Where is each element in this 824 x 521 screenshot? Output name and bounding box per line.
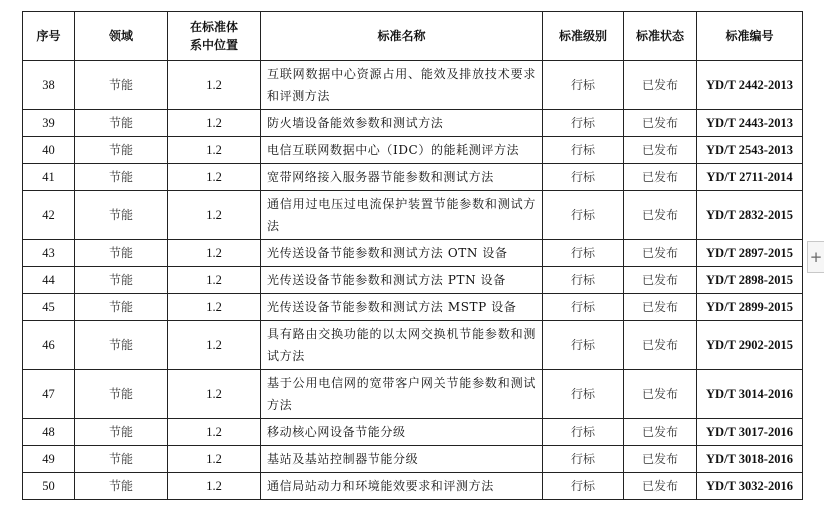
row-field: 节能 bbox=[75, 137, 168, 164]
row-status: 已发布 bbox=[624, 164, 697, 191]
row-name: 通信用过电压过电流保护装置节能参数和测试方法 bbox=[261, 191, 543, 240]
row-seq: 49 bbox=[23, 446, 75, 473]
row-seq: 50 bbox=[23, 473, 75, 500]
add-button[interactable] bbox=[807, 241, 824, 273]
table-row bbox=[23, 321, 803, 370]
table-row bbox=[23, 267, 803, 294]
table-row bbox=[23, 61, 803, 110]
row-code: YD/T 2543-2013 bbox=[697, 137, 803, 164]
row-level: 行标 bbox=[543, 321, 624, 370]
row-name: 互联网数据中心资源占用、能效及排放技术要求和评测方法 bbox=[261, 61, 543, 110]
row-position: 1.2 bbox=[168, 267, 261, 294]
row-level: 行标 bbox=[543, 370, 624, 419]
row-field: 节能 bbox=[75, 446, 168, 473]
row-code: YD/T 3032-2016 bbox=[697, 473, 803, 500]
row-code: YD/T 3017-2016 bbox=[697, 419, 803, 446]
row-name: 移动核心网设备节能分级 bbox=[261, 419, 543, 446]
row-field: 节能 bbox=[75, 321, 168, 370]
row-status: 已发布 bbox=[624, 294, 697, 321]
row-name: 具有路由交换功能的以太网交换机节能参数和测试方法 bbox=[261, 321, 543, 370]
row-level: 行标 bbox=[543, 191, 624, 240]
row-name: 基站及基站控制器节能分级 bbox=[261, 446, 543, 473]
row-level: 行标 bbox=[543, 240, 624, 267]
row-level: 行标 bbox=[543, 267, 624, 294]
row-name: 光传送设备节能参数和测试方法 MSTP 设备 bbox=[261, 294, 543, 321]
row-seq: 42 bbox=[23, 191, 75, 240]
header-field: 领域 bbox=[75, 12, 168, 61]
header-position-line1: 在标准体 bbox=[189, 20, 238, 34]
row-seq: 46 bbox=[23, 321, 75, 370]
row-status: 已发布 bbox=[624, 137, 697, 164]
row-position: 1.2 bbox=[168, 110, 261, 137]
row-field: 节能 bbox=[75, 370, 168, 419]
row-position: 1.2 bbox=[168, 446, 261, 473]
row-field: 节能 bbox=[75, 419, 168, 446]
row-status: 已发布 bbox=[624, 370, 697, 419]
row-position: 1.2 bbox=[168, 240, 261, 267]
row-seq: 43 bbox=[23, 240, 75, 267]
row-status: 已发布 bbox=[624, 321, 697, 370]
table-row bbox=[23, 294, 803, 321]
row-code: YD/T 2897-2015 bbox=[697, 240, 803, 267]
plus-icon: + bbox=[809, 248, 823, 266]
row-field: 节能 bbox=[75, 240, 168, 267]
row-code: YD/T 3014-2016 bbox=[697, 370, 803, 419]
header-name: 标准名称 bbox=[261, 12, 543, 61]
table-row bbox=[23, 473, 803, 500]
row-name: 宽带网络接入服务器节能参数和测试方法 bbox=[261, 164, 543, 191]
table-row bbox=[23, 110, 803, 137]
row-level: 行标 bbox=[543, 446, 624, 473]
row-code: YD/T 3018-2016 bbox=[697, 446, 803, 473]
row-code: YD/T 2902-2015 bbox=[697, 321, 803, 370]
row-name: 通信局站动力和环境能效要求和评测方法 bbox=[261, 473, 543, 500]
row-position: 1.2 bbox=[168, 191, 261, 240]
row-status: 已发布 bbox=[624, 61, 697, 110]
row-seq: 41 bbox=[23, 164, 75, 191]
header-position-line2: 系中位置 bbox=[189, 38, 238, 52]
row-status: 已发布 bbox=[624, 446, 697, 473]
row-seq: 38 bbox=[23, 61, 75, 110]
header-level: 标准级别 bbox=[543, 12, 624, 61]
row-seq: 48 bbox=[23, 419, 75, 446]
row-status: 已发布 bbox=[624, 240, 697, 267]
row-status: 已发布 bbox=[624, 110, 697, 137]
header-code: 标准编号 bbox=[697, 12, 803, 61]
table-row bbox=[23, 137, 803, 164]
row-level: 行标 bbox=[543, 61, 624, 110]
row-level: 行标 bbox=[543, 473, 624, 500]
row-position: 1.2 bbox=[168, 321, 261, 370]
row-status: 已发布 bbox=[624, 419, 697, 446]
row-position: 1.2 bbox=[168, 419, 261, 446]
row-position: 1.2 bbox=[168, 294, 261, 321]
row-seq: 39 bbox=[23, 110, 75, 137]
row-field: 节能 bbox=[75, 191, 168, 240]
row-position: 1.2 bbox=[168, 370, 261, 419]
row-seq: 45 bbox=[23, 294, 75, 321]
row-name: 基于公用电信网的宽带客户网关节能参数和测试方法 bbox=[261, 370, 543, 419]
row-code: YD/T 2443-2013 bbox=[697, 110, 803, 137]
row-position: 1.2 bbox=[168, 61, 261, 110]
row-position: 1.2 bbox=[168, 137, 261, 164]
row-field: 节能 bbox=[75, 110, 168, 137]
row-code: YD/T 2899-2015 bbox=[697, 294, 803, 321]
row-status: 已发布 bbox=[624, 473, 697, 500]
standards-table bbox=[22, 11, 803, 500]
row-seq: 40 bbox=[23, 137, 75, 164]
row-position: 1.2 bbox=[168, 164, 261, 191]
row-level: 行标 bbox=[543, 110, 624, 137]
header-row bbox=[23, 12, 803, 61]
row-field: 节能 bbox=[75, 164, 168, 191]
row-field: 节能 bbox=[75, 267, 168, 294]
row-code: YD/T 2711-2014 bbox=[697, 164, 803, 191]
row-position: 1.2 bbox=[168, 473, 261, 500]
row-level: 行标 bbox=[543, 164, 624, 191]
row-seq: 44 bbox=[23, 267, 75, 294]
header-position bbox=[168, 12, 261, 61]
row-name: 光传送设备节能参数和测试方法 OTN 设备 bbox=[261, 240, 543, 267]
table-row bbox=[23, 191, 803, 240]
table-row bbox=[23, 419, 803, 446]
row-level: 行标 bbox=[543, 294, 624, 321]
table-row bbox=[23, 446, 803, 473]
header-status: 标准状态 bbox=[624, 12, 697, 61]
header-seq: 序号 bbox=[23, 12, 75, 61]
row-seq: 47 bbox=[23, 370, 75, 419]
row-field: 节能 bbox=[75, 294, 168, 321]
table-row bbox=[23, 240, 803, 267]
row-level: 行标 bbox=[543, 419, 624, 446]
row-name: 防火墙设备能效参数和测试方法 bbox=[261, 110, 543, 137]
row-status: 已发布 bbox=[624, 191, 697, 240]
row-name: 光传送设备节能参数和测试方法 PTN 设备 bbox=[261, 267, 543, 294]
row-field: 节能 bbox=[75, 61, 168, 110]
table-row bbox=[23, 164, 803, 191]
row-name: 电信互联网数据中心（IDC）的能耗测评方法 bbox=[261, 137, 543, 164]
row-code: YD/T 2898-2015 bbox=[697, 267, 803, 294]
row-code: YD/T 2442-2013 bbox=[697, 61, 803, 110]
table-row bbox=[23, 370, 803, 419]
row-level: 行标 bbox=[543, 137, 624, 164]
row-code: YD/T 2832-2015 bbox=[697, 191, 803, 240]
row-status: 已发布 bbox=[624, 267, 697, 294]
row-field: 节能 bbox=[75, 473, 168, 500]
